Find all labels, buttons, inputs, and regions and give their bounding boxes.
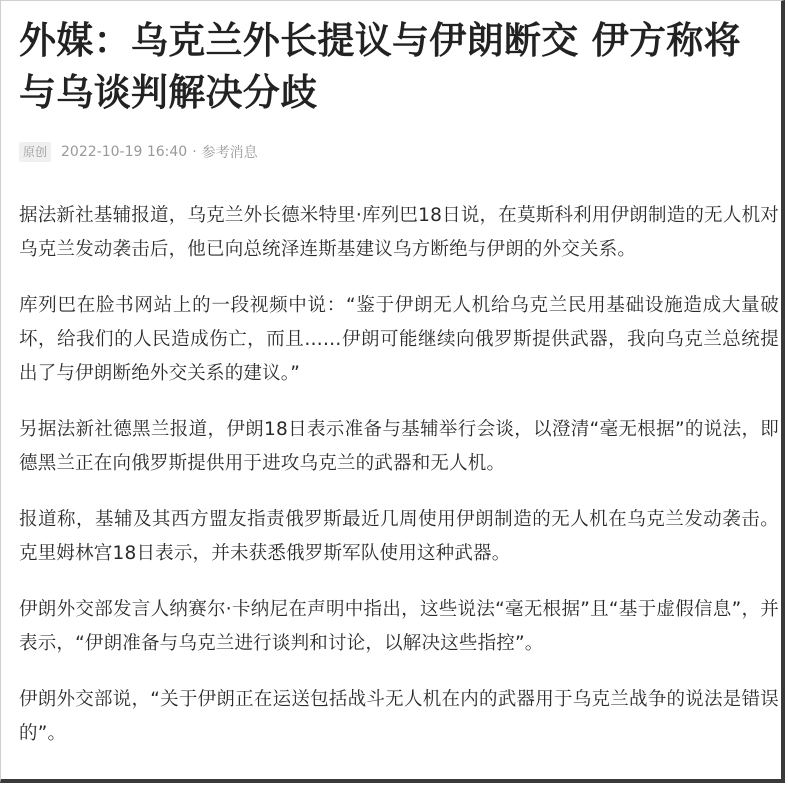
- publish-datetime: 2022-10-19 16:40: [61, 144, 188, 160]
- original-badge: 原创: [19, 142, 51, 162]
- article: [19, 15, 779, 773]
- paragraph: 报道称，基辅及其西方盟友指责俄罗斯最近几周使用伊朗制造的无人机在乌克兰发动袭击。克里姆林宫18日表示，并未获悉俄罗斯军队使用这种武器。: [19, 509, 779, 564]
- paragraph: 伊朗外交部发言人纳赛尔·卡纳尼在声明中指出，这些说法“毫无根据”且“基于虚假信息”，并表示，“伊朗准备与乌克兰进行谈判和讨论，以解决这些指控”。: [19, 599, 779, 654]
- paragraph: 据法新社基辅报道，乌克兰外长德米特里·库列巴18日说，在莫斯科利用伊朗制造的无人机对乌克兰发动袭击后，他已向总统泽连斯基建议乌方断绝与伊朗的外交关系。: [19, 205, 779, 260]
- paragraph: 伊朗外交部说，“关于伊朗正在运送包括战斗无人机在内的武器用于乌克兰战争的说法是错误的”。: [19, 689, 779, 744]
- meta-separator: ·: [192, 144, 197, 160]
- article-body: [19, 199, 779, 751]
- paragraph: 库列巴在脸书网站上的一段视频中说：“鉴于伊朗无人机给乌克兰民用基础设施造成大量破坏，给我们的人民造成伤亡，而且……伊朗可能继续向俄罗斯提供武器，我向乌克兰总统提出了与伊朗断绝外交关系的建议。”: [19, 295, 779, 384]
- paragraph: 另据法新社德黑兰报道，伊朗18日表示准备与基辅举行会谈，以澄清“毫无根据”的说法，即德黑兰正在向俄罗斯提供用于进攻乌克兰的武器和无人机。: [19, 419, 779, 474]
- article-meta: [19, 141, 779, 163]
- article-title: 外媒：乌克兰外长提议与伊朗断交 伊方称将与乌谈判解决分歧: [19, 19, 741, 114]
- source-name[interactable]: 参考消息: [201, 145, 258, 161]
